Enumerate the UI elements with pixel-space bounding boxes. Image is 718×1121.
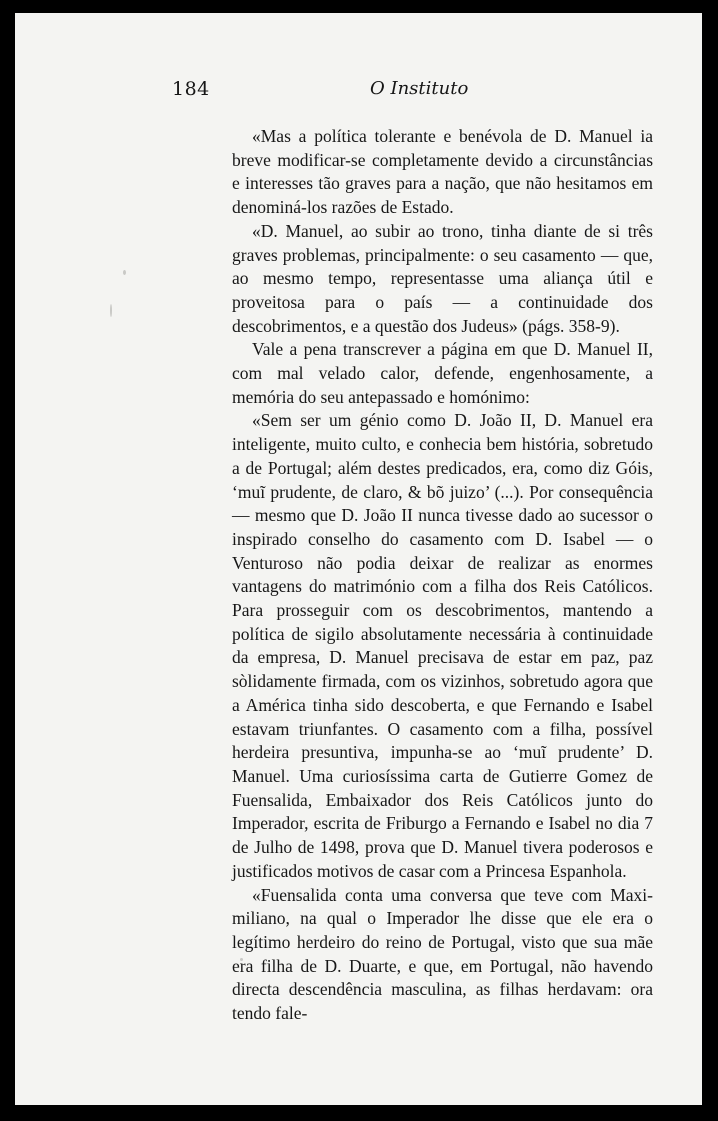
body-text bbox=[232, 125, 653, 1026]
journal-title: O Instituto bbox=[370, 78, 469, 99]
paragraph: «Mas a política tolerante e benévola de D. Manuel ia breve modificar-se completamente devido a circunstâncias e interesses tão graves para a nação, que não hesitamos em denominá-los razões de Estado. bbox=[232, 126, 653, 218]
paragraph: Vale a pena transcrever a página em que D. Manuel II, com mal velado calor, defende, engenhosamente, a memória do seu antepassado e homónimo: bbox=[232, 339, 653, 407]
paper-speck bbox=[123, 270, 126, 275]
running-header bbox=[0, 78, 718, 102]
paragraph: «D. Manuel, ao subir ao trono, tinha diante de si três graves problemas, principalmente: o seu casamento — que, ao mesmo tempo, representasse uma aliança útil e proveitosa para o país — a continuidade dos descobrimentos, e a questão dos Judeus» (págs. 358-9). bbox=[232, 220, 653, 336]
page-number: 184 bbox=[172, 78, 210, 100]
paper-speck bbox=[110, 304, 112, 317]
paragraph: «Fuensalida conta uma conversa que teve com Maximiliano, na qual o Imperador lhe disse que ele era o legítimo herdeiro do reino de Portugal, visto que sua mãe era filha de D. Duarte, e que, em Portugal, não havendo directa descendência masculina, as filhas herdavam: ora tendo fale- bbox=[232, 884, 653, 1024]
paragraph: «Sem ser um génio como D. João II, D. Manuel era inteligente, muito culto, e conhecia bem história, sobretudo a de Portugal; além destes predicados, era, como diz Góis, ‘muĩ prudente, de claro, & bõ juizo’ (...). Por consequência — mesmo que D. João II nunca tivesse dado ao sucessor o inspirado conselho do casamento com D. Isabel — o Venturoso não podia deixar de realizar as enormes vantagens do matrimónio com a filha dos Reis Católicos. Para prosseguir com os descobrimentos, mantendo a política de sigilo absolutamente necessária à continuidade da empresa, D. Manuel precisava de estar em paz, paz sòlidamente firmada, com os vizinhos, sobretudo agora que a América tinha sido descoberta, e que Fernando e Isabel estavam triunfantes. O casamento com a filha, possível herdeira presuntiva, impunha-se ao ‘muĩ prudente’ D. Manuel. Uma curiosíssima carta de Gutierre Gomez de Fuensalida, Embaixador dos Reis Católicos junto do Imperador, escrita de Friburgo a Fernando e Isabel no dia 7 de Julho de 1498, prova que D. Manuel tivera poderosos e justificados motivos de casar com a Princesa Espanhola. bbox=[232, 410, 653, 881]
